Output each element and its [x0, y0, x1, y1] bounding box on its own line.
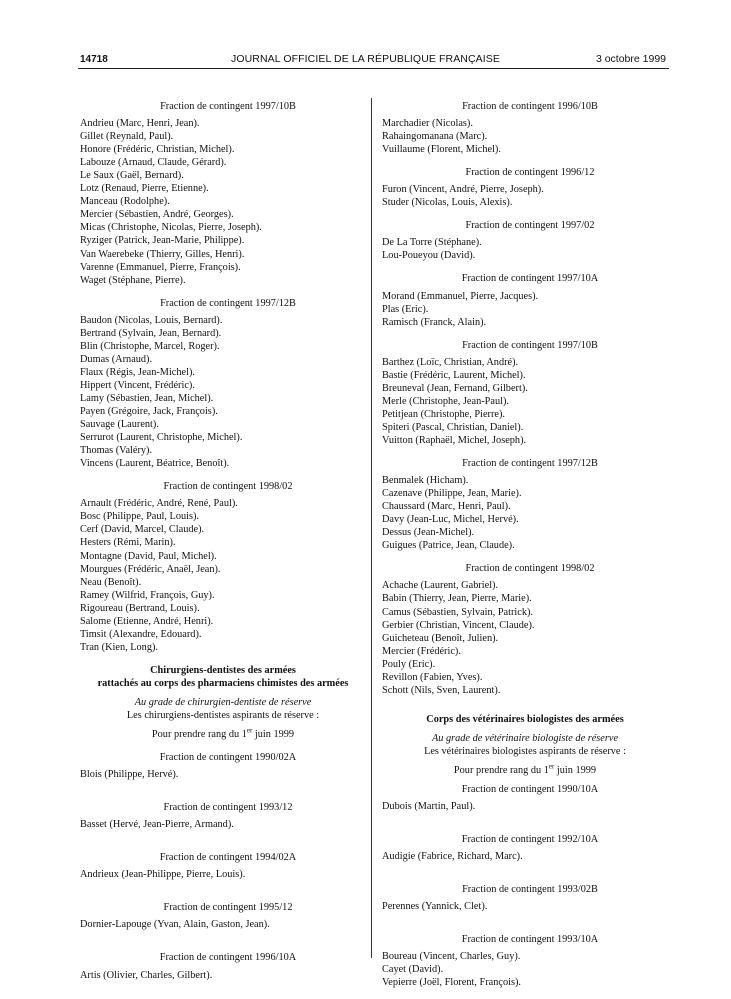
list-item: Ramisch (Franck, Alain). [382, 316, 487, 328]
list-item: Bastie (Frédéric, Laurent, Michel). [382, 369, 526, 381]
grade-line: Au grade de vétérinaire biologiste de réserve [431, 732, 619, 744]
list-item: Rahaingomanana (Marc). [382, 131, 488, 143]
contingent-heading: Fraction de contingent 1995/12 [163, 902, 293, 914]
list-item: Mercier (Sébastien, André, Georges). [80, 209, 234, 221]
contingent-heading: Fraction de contingent 1996/10A [159, 952, 297, 964]
list-item: Ryziger (Patrick, Jean-Marie, Philippe). [80, 235, 245, 247]
contingent-heading: Fraction de contingent 1993/12 [163, 802, 293, 814]
list-item: Flaux (Régis, Jean-Michel). [80, 366, 195, 378]
list-item: Bertrand (Sylvain, Jean, Bernard). [80, 327, 222, 339]
list-item: Dessus (Jean-Michel). [382, 527, 475, 539]
list-item: Camus (Sébastien, Sylvain, Patrick). [382, 606, 533, 618]
list-item: Neau (Benoît). [80, 576, 142, 588]
column-divider [371, 98, 372, 958]
list-item: Vuitton (Raphaël, Michel, Joseph). [382, 434, 527, 446]
contingent-heading: Fraction de contingent 1992/10A [461, 834, 599, 846]
section-block [80, 297, 366, 471]
list-item: Pouly (Eric). [382, 658, 436, 670]
contingent-heading: Fraction de contingent 1994/02A [159, 852, 297, 864]
name-list [382, 356, 668, 447]
section-block [80, 480, 366, 654]
list-item: Marchadier (Nicolas). [382, 118, 473, 130]
corps-block [80, 664, 366, 982]
list-item: Breuneval (Jean, Fernand, Gilbert). [382, 382, 528, 394]
corps-title: Chirurgiens-dentistes des armées [150, 664, 296, 676]
right-column [382, 100, 668, 999]
grade-line: Au grade de chirurgien-dentiste de réserve [134, 696, 312, 708]
list-item: Vepierre (Joël, Florent, François). [382, 977, 521, 989]
list-item: Mourgues (Frédéric, Anaël, Jean). [80, 563, 221, 575]
corps-block [382, 707, 668, 990]
section-block [382, 783, 668, 813]
section-block [382, 100, 668, 156]
list-item: Hippert (Vincent, Frédéric). [80, 379, 195, 391]
list-item: Morand (Emmanuel, Pierre, Jacques). [382, 290, 539, 302]
list-item: Hesters (Rémi, Marin). [80, 537, 176, 549]
list-item: Arnault (Frédéric, André, René, Paul). [80, 498, 238, 510]
name-list [80, 969, 366, 982]
list-item: Van Waerebeke (Thierry, Gilles, Henri). [80, 248, 245, 260]
corps-title: Corps des vétérinaires biologistes des armées [426, 713, 624, 725]
list-item: De La Torre (Stéphane). [382, 237, 482, 249]
name-list [382, 800, 668, 813]
name-list [382, 950, 668, 989]
list-item: Thomas (Valéry). [80, 445, 153, 457]
contingent-heading: Fraction de contingent 1996/10B [462, 101, 598, 112]
list-item: Lamy (Sébastien, Jean, Michel). [80, 392, 214, 404]
list-item: Spiteri (Pascal, Christian, Daniel). [382, 421, 524, 433]
section-block [382, 457, 668, 552]
name-list [382, 183, 668, 209]
list-item: Honore (Frédéric, Christian, Michel). [80, 144, 235, 156]
list-item: Artis (Olivier, Charles, Gilbert). [80, 969, 213, 981]
section-block [382, 219, 668, 262]
list-item: Boureau (Vincent, Charles, Guy). [382, 951, 521, 963]
list-item: Salome (Etienne, André, Henri). [80, 615, 214, 627]
contingent-heading: Fraction de contingent 1997/12B [160, 297, 296, 309]
contingent-heading: Fraction de contingent 1998/02 [465, 563, 595, 575]
list-item: Dornier-Lapouge (Yvan, Alain, Gaston, Jean). [80, 919, 270, 931]
name-list [80, 117, 366, 287]
list-item: Tran (Kien, Long). [80, 641, 158, 653]
list-item: Vincens (Laurent, Béatrice, Benoît). [80, 458, 230, 470]
list-item: Timsit (Alexandre, Edouard). [80, 628, 202, 640]
name-list [80, 768, 366, 781]
section-block [80, 951, 366, 981]
list-item: Waget (Stéphane, Pierre). [80, 274, 186, 286]
list-item: Guicheteau (Benoît, Julien). [382, 632, 499, 644]
contingent-heading: Fraction de contingent 1993/10A [461, 934, 599, 946]
section-block [382, 562, 668, 696]
list-item: Rigoureau (Bertrand, Louis). [80, 602, 200, 614]
section-block [382, 272, 668, 328]
list-item: Barthez (Loïc, Christian, André). [382, 356, 519, 368]
section-block [382, 933, 668, 989]
section-block [80, 751, 366, 781]
section-block [382, 883, 668, 913]
contingent-heading: Fraction de contingent 1990/10A [461, 784, 599, 796]
section-block [80, 100, 366, 287]
contingent-heading: Fraction de contingent 1996/12 [465, 167, 595, 179]
list-item: Lotz (Renaud, Pierre, Etienne). [80, 183, 209, 195]
list-item: Petitjean (Christophe, Pierre). [382, 408, 505, 420]
list-item: Cerf (David, Marcel, Claude). [80, 524, 205, 536]
left-column [80, 100, 366, 992]
list-item: Babin (Thierry, Jean, Pierre, Marie). [382, 593, 532, 605]
list-item: Sauvage (Laurent). [80, 419, 159, 431]
contingent-heading: Fraction de contingent 1997/02 [465, 220, 595, 232]
list-item: Merle (Christophe, Jean-Paul). [382, 395, 509, 407]
issue-date: 3 octobre 1999 [595, 53, 666, 65]
journal-title: JOURNAL OFFICIEL DE LA RÉPUBLIQUE FRANÇAISE [231, 53, 500, 65]
list-item: Blin (Christophe, Marcel, Roger). [80, 340, 220, 352]
list-item: Andrieu (Marc, Henri, Jean). [80, 118, 200, 130]
list-item: Bosc (Philippe, Paul, Louis). [80, 511, 199, 523]
list-item: Montagne (David, Paul, Michel). [80, 550, 217, 562]
list-item: Dumas (Arnaud). [80, 353, 153, 365]
name-list [80, 818, 366, 831]
contingent-heading: Fraction de contingent 1997/10B [462, 339, 598, 351]
name-list [80, 314, 366, 471]
list-item: Gillet (Reynald, Paul). [80, 131, 174, 143]
list-item: Achache (Laurent, Gabriel). [382, 580, 499, 592]
list-item: Varenne (Emmanuel, Pierre, François). [80, 261, 241, 273]
list-item: Benmalek (Hicham). [382, 475, 469, 487]
name-list [382, 236, 668, 262]
list-item: Serrurot (Laurent, Christophe, Michel). [80, 432, 243, 444]
name-list [382, 117, 668, 156]
list-item: Lou-Poueyou (David). [382, 250, 476, 262]
list-item: Blois (Philippe, Hervé). [80, 769, 179, 781]
list-item: Plas (Eric). [382, 303, 429, 315]
section-block [382, 166, 668, 209]
list-item: Payen (Grégoire, Jack, François). [80, 406, 218, 418]
list-item: Schott (Nils, Sven, Laurent). [382, 684, 501, 696]
contingent-heading: Fraction de contingent 1997/10B [160, 101, 296, 112]
page-number: 14718 [80, 54, 108, 65]
name-list [382, 474, 668, 552]
rang-line: Pour prendre rang du 1er juin 1999 [151, 726, 295, 741]
list-item: Dubois (Martin, Paul). [382, 801, 476, 813]
list-item: Ramey (Wilfrid, François, Guy). [80, 589, 215, 601]
section-block [382, 833, 668, 863]
contingent-heading: Fraction de contingent 1998/02 [163, 481, 293, 493]
name-list [382, 900, 668, 913]
section-block [80, 801, 366, 831]
list-item: Chaussard (Marc, Henri, Paul). [382, 501, 511, 513]
list-item: Perennes (Yannick, Clet). [382, 901, 488, 913]
list-item: Vuillaume (Florent, Michel). [382, 144, 501, 156]
section-block [382, 339, 668, 447]
list-item: Le Saux (Gaël, Bernard). [80, 170, 184, 182]
list-item: Revillon (Fabien, Yves). [382, 671, 483, 683]
list-item: Labouze (Arnaud, Claude, Gérard). [80, 157, 227, 169]
list-item: Gerbier (Christian, Vincent, Claude). [382, 619, 535, 631]
page-header [0, 0, 731, 70]
list-item: Furon (Vincent, André, Pierre, Joseph). [382, 184, 544, 196]
list-item: Basset (Hervé, Jean-Pierre, Armand). [80, 819, 234, 831]
contingent-heading: Fraction de contingent 1997/10A [461, 273, 599, 285]
list-item: Cazenave (Philippe, Jean, Marie). [382, 488, 522, 500]
name-list [382, 579, 668, 696]
contingent-heading: Fraction de contingent 1990/02A [159, 752, 297, 764]
name-list [80, 918, 366, 931]
section-block [80, 901, 366, 931]
name-list [80, 497, 366, 654]
aspirants-line: Les vétérinaires biologistes aspirants de réserve : [424, 745, 626, 757]
header-rule [78, 68, 669, 69]
name-list [382, 290, 668, 329]
rang-line: Pour prendre rang du 1er juin 1999 [453, 762, 597, 776]
list-item: Baudon (Nicolas, Louis, Bernard). [80, 314, 223, 326]
name-list [382, 850, 668, 863]
list-item: Guigues (Patrice, Jean, Claude). [382, 540, 515, 552]
section-block [80, 851, 366, 881]
list-item: Audigie (Fabrice, Richard, Marc). [382, 851, 523, 863]
contingent-heading: Fraction de contingent 1997/12B [462, 458, 598, 470]
aspirants-line: Les chirurgiens-dentistes aspirants de réserve : [126, 710, 320, 722]
name-list [80, 868, 366, 881]
list-item: Manceau (Rodolphe). [80, 196, 170, 208]
list-item: Cayet (David). [382, 964, 444, 976]
list-item: Andrieux (Jean-Philippe, Pierre, Louis). [80, 869, 246, 881]
corps-title-line2: rattachés au corps des pharmaciens chimistes des armées [97, 677, 349, 689]
list-item: Mercier (Frédéric). [382, 645, 461, 657]
list-item: Micas (Christophe, Nicolas, Pierre, Joseph). [80, 222, 262, 234]
list-item: Davy (Jean-Luc, Michel, Hervé). [382, 514, 519, 526]
list-item: Studer (Nicolas, Louis, Alexis). [382, 197, 513, 209]
contingent-heading: Fraction de contingent 1993/02B [462, 884, 598, 896]
